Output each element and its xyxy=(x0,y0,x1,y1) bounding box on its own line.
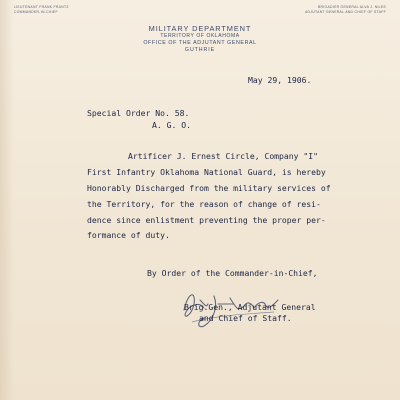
body-line-6: formance of duty. xyxy=(87,230,170,240)
letterhead-department: MILITARY DEPARTMENT xyxy=(148,24,252,33)
letterhead-city: GUTHRIE xyxy=(184,47,216,53)
special-order-number: Special Order No. 58. xyxy=(87,108,190,118)
office-abbreviation: A. G. O. xyxy=(152,120,191,130)
corner-left-line2: COMMANDER-IN-CHIEF xyxy=(14,9,58,14)
corner-left-line1: LIEUTENANT FRANK FRANTZ xyxy=(14,5,69,9)
letter-date: May 29, 1906. xyxy=(248,75,312,85)
body-line-3: Honorably Discharged from the military services of xyxy=(87,183,331,193)
body-line-4: the Territory, for the reason of change of resi- xyxy=(87,199,321,209)
letterhead-corner-left xyxy=(14,5,69,14)
body-line-2: First Infantry Oklahoma National Guard, is hereby xyxy=(87,167,326,177)
paper-edge-stain xyxy=(0,0,14,400)
body-line-5: dence since enlistment preventing the proper per- xyxy=(87,215,326,225)
signer-title-line-1: Brig.Gen., Adjutant General xyxy=(184,302,316,312)
signer-title-line-2: and Chief of Staff. xyxy=(199,313,292,323)
by-order-line: By Order of the Commander-in-Chief, xyxy=(147,268,318,278)
letterhead-territory: TERRITORY OF OKLAHOMA xyxy=(160,33,240,39)
letterhead-corner-right xyxy=(305,5,386,14)
corner-right-line2: ADJUTANT GENERAL AND CHIEF OF STAFF xyxy=(304,9,386,14)
corner-right-line1: BRIGADIER GENERAL ALVA J. NILES xyxy=(317,5,386,9)
letterhead-office: OFFICE OF THE ADJUTANT GENERAL xyxy=(143,40,257,46)
body-line-1: Artificer J. Ernest Circle, Company "I" xyxy=(128,151,319,161)
